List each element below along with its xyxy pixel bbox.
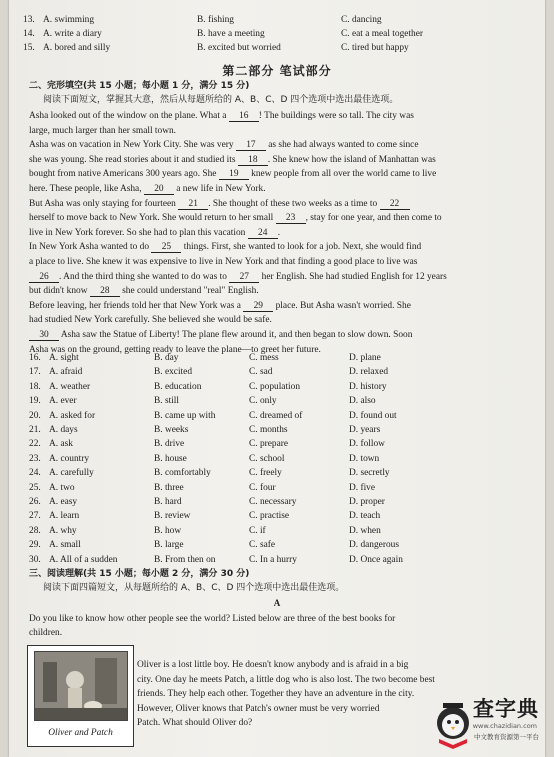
option-number: 28. xyxy=(29,525,41,536)
option-b: B. drive xyxy=(154,439,185,450)
option-b: B. From then on xyxy=(154,554,216,565)
blank-28: 28 xyxy=(90,286,120,297)
option-number: 26. xyxy=(29,497,41,507)
option-a: A. country xyxy=(49,453,90,464)
passage-text: her English. She had studied English for 12 years xyxy=(259,271,447,282)
option-b: B. fishing xyxy=(197,15,234,25)
section-2-instruction: 阅读下面短文，掌握其大意，然后从每题所给的 A、B、C、D 四个选项中选出最佳选项。 xyxy=(43,95,399,105)
option-b: B. still xyxy=(154,396,180,407)
passage-line xyxy=(29,227,545,239)
passage-text: a place to live. She knew it was expensive to live in New York and that finding a good place to live was xyxy=(29,257,418,267)
passage-text: But Asha was only staying for fourteen xyxy=(29,198,179,209)
passage-line xyxy=(29,241,545,253)
option-a: A. write a diary xyxy=(43,29,102,39)
book-text-line: friends. They help each other. Together they have an adventure in the city. xyxy=(137,689,415,699)
option-b: B. came up with xyxy=(154,410,216,421)
book-cover-image xyxy=(34,651,128,721)
blank-29: 29 xyxy=(243,301,273,312)
watermark-url: www.chazidian.com xyxy=(472,722,537,730)
passage-line xyxy=(29,300,545,312)
passage-text: live in New York forever. So she had to plan this vacation xyxy=(29,227,248,238)
passage-text: . And the third thing she wanted to do was to xyxy=(59,271,230,282)
option-d: D. relaxed xyxy=(349,367,389,378)
blank-24: 24 xyxy=(248,228,278,239)
option-c: C. practise xyxy=(249,511,290,522)
option-c: C. mess xyxy=(249,353,279,363)
passage-text: knew people from all over the world came to live xyxy=(248,169,437,180)
option-number: 18. xyxy=(29,381,41,392)
option-d: D. town xyxy=(349,453,380,464)
passage-label: A xyxy=(273,598,281,608)
blank-20: 20 xyxy=(144,184,174,195)
passage-line xyxy=(29,139,545,151)
option-d: D. secretly xyxy=(349,468,390,479)
passage-text: bought from native Americans 300 years ago. She xyxy=(29,169,219,180)
option-a: A. All of a sudden xyxy=(49,554,118,565)
option-d: D. Once again xyxy=(349,554,403,565)
passage-line xyxy=(29,212,545,224)
blank-17: 17 xyxy=(236,140,266,151)
passage-line xyxy=(29,285,545,297)
option-a: A. ever xyxy=(49,396,77,407)
blank-19: 19 xyxy=(219,169,249,180)
option-number: 15. xyxy=(23,43,35,53)
option-number: 19. xyxy=(29,396,41,407)
option-d: D. proper xyxy=(349,497,385,507)
option-d: D. dangerous xyxy=(349,540,399,551)
option-b: B. weeks xyxy=(154,425,189,435)
passage-text: Asha looked out of the window on the plane. What a xyxy=(29,111,229,121)
blank-16: 16 xyxy=(229,111,259,122)
option-a: A. why xyxy=(49,525,77,536)
option-c: C. dancing xyxy=(341,15,382,25)
book-cover-drawing xyxy=(35,652,127,720)
passage-line xyxy=(29,256,545,268)
option-number: 23. xyxy=(29,453,41,464)
option-c: C. population xyxy=(249,381,301,392)
option-b: B. house xyxy=(154,453,187,464)
passage-text: Asha was on the ground, getting ready to leave the plane—to greet her future. xyxy=(29,344,321,355)
passage-line xyxy=(29,329,545,341)
option-c: C. In a hurry xyxy=(249,554,297,565)
option-c: C. dreamed of xyxy=(249,410,303,421)
option-d: D. history xyxy=(349,381,387,392)
passage-text: . She thought of these two weeks as a time to xyxy=(208,198,380,209)
option-a: A. afraid xyxy=(49,367,83,378)
option-number: 24. xyxy=(29,468,41,479)
section-2-heading: 二、完形填空(共 15 小题；每小题 1 分，满分 15 分) xyxy=(29,81,250,91)
option-d: D. follow xyxy=(349,439,385,450)
option-b: B. comfortably xyxy=(154,468,211,479)
passage-text: ! The buildings were so tall. The city was xyxy=(258,111,414,121)
book-caption: Oliver and Patch xyxy=(48,728,113,738)
option-a: A. swimming xyxy=(43,15,95,25)
blank-26: 26 xyxy=(29,272,59,283)
option-b: B. three xyxy=(154,482,184,493)
option-b: B. education xyxy=(154,381,202,392)
option-number: 21. xyxy=(29,425,41,435)
option-b: B. excited but worried xyxy=(197,43,281,53)
book-text-line: Oliver is a lost little boy. He doesn't know anybody and is afraid in a big xyxy=(137,660,409,670)
passage-line xyxy=(29,110,545,122)
option-b: B. review xyxy=(154,511,191,522)
option-a: A. ask xyxy=(49,439,73,450)
option-b: B. large xyxy=(154,540,184,551)
option-number: 22. xyxy=(29,439,41,450)
passage-text: Before leaving, her friends told her that New York was a xyxy=(29,300,244,311)
option-number: 27. xyxy=(29,511,41,522)
option-d: D. plane xyxy=(349,353,381,363)
section-3-instruction: 阅读下面四篇短文，从每题所给的 A、B、C、D 四个选项中选出最佳选项。 xyxy=(43,583,345,593)
passage-text: large, much larger than her small town. xyxy=(29,125,177,136)
option-number: 29. xyxy=(29,540,41,551)
option-c: C. necessary xyxy=(249,497,297,507)
blank-27: 27 xyxy=(229,272,259,283)
option-b: B. hard xyxy=(154,497,182,507)
option-number: 30. xyxy=(29,554,41,565)
part-title: 第二部分 笔试部分 xyxy=(222,64,332,78)
passage-text: , stay for one year, and then come to xyxy=(305,213,442,224)
option-a: A. days xyxy=(49,425,78,435)
passage-line xyxy=(29,198,545,210)
blank-25: 25 xyxy=(151,242,181,253)
option-d: D. years xyxy=(349,425,381,435)
blank-18: 18 xyxy=(238,155,268,166)
option-b: B. how xyxy=(154,525,182,536)
passage-text: she was young. She read stories about it and studied its xyxy=(29,154,238,165)
option-d: D. also xyxy=(349,396,376,407)
blank-30: 30 xyxy=(29,330,59,341)
option-c: C. safe xyxy=(249,540,276,551)
option-d: D. teach xyxy=(349,511,381,522)
watermark xyxy=(427,687,545,757)
option-c: C. sad xyxy=(249,367,273,378)
watermark-tagline: 中文教育资源第一平台 xyxy=(474,733,539,741)
option-a: A. bored and silly xyxy=(43,43,111,53)
option-b: B. excited xyxy=(154,367,193,378)
passage-text: things. First, she wanted to look for a job. Next, she would find xyxy=(181,242,422,253)
option-d: D. five xyxy=(349,482,376,493)
option-a: A. carefully xyxy=(49,468,94,479)
option-c: C. freely xyxy=(249,468,282,479)
option-d: D. found out xyxy=(349,410,397,421)
passage-line xyxy=(29,344,545,356)
passage-text: herself to move back to New York. She would return to her small xyxy=(29,213,276,224)
passage-text: . She knew how the island of Manhattan was xyxy=(267,154,436,165)
book-illustration xyxy=(27,645,134,747)
option-c: C. months xyxy=(249,425,288,435)
option-a: A. weather xyxy=(49,381,91,392)
option-number: 16. xyxy=(29,353,41,363)
option-a: A. sight xyxy=(49,353,79,363)
option-a: A. small xyxy=(49,540,81,551)
blank-21: 21 xyxy=(178,199,208,210)
passage-text: she could understand "real" English. xyxy=(119,286,259,297)
watermark-logo: 查字典 xyxy=(473,697,539,721)
option-c: C. only xyxy=(249,396,277,407)
book-text-line: city. One day he meets Patch, a little dog who is also lost. The two become best xyxy=(137,674,435,685)
exam-page xyxy=(9,0,545,757)
passage-line xyxy=(29,183,545,195)
passage-text: here. These people, like Asha, xyxy=(29,184,144,194)
section-3-heading: 三、阅读理解(共 15 小题；每小题 2 分，满分 30 分) xyxy=(29,569,250,579)
option-number: 17. xyxy=(29,367,41,378)
passage-line xyxy=(29,271,545,283)
passage-text: as she had always wanted to come since xyxy=(265,140,419,151)
passage-line xyxy=(29,154,545,166)
option-b: B. day xyxy=(154,353,179,363)
option-c: C. if xyxy=(249,525,266,536)
option-b: B. have a meeting xyxy=(197,29,265,39)
blank-23: 23 xyxy=(276,213,306,224)
mascot-icon xyxy=(433,693,473,753)
passage-text: a new life in New York. xyxy=(173,184,266,194)
blank-22: 22 xyxy=(380,199,410,210)
passage-line xyxy=(29,125,545,137)
reading-intro-line-1: Do you like to know how other people see the world? Listed below are three of the best books for xyxy=(29,614,396,624)
book-text-line: However, Oliver knows that Patch's owner must be very worried xyxy=(137,703,380,714)
passage-text: place. But Asha wasn't worried. She xyxy=(273,300,411,311)
passage-text: had studied New York carefully. She believed she would be safe. xyxy=(29,315,272,326)
passage-line xyxy=(29,168,545,180)
option-c: C. tired but happy xyxy=(341,43,409,53)
passage-text: Asha saw the Statue of Liberty! The plane flew around it, and then began to slow down. Soon xyxy=(59,330,413,340)
option-c: C. school xyxy=(249,453,285,464)
option-a: A. asked for xyxy=(49,410,96,421)
option-number: 14. xyxy=(23,29,35,39)
option-a: A. easy xyxy=(49,497,78,507)
passage-text: . xyxy=(277,227,281,238)
book-text-line: Patch. What should Oliver do? xyxy=(137,718,253,728)
option-number: 20. xyxy=(29,410,41,421)
option-c: C. eat a meal together xyxy=(341,29,423,39)
option-d: D. when xyxy=(349,525,381,536)
option-number: 25. xyxy=(29,482,41,493)
option-c: C. prepare xyxy=(249,439,289,450)
passage-text: Asha was on vacation in New York City. She was very xyxy=(29,140,236,151)
passage-line xyxy=(29,314,545,326)
reading-intro-line-2: children. xyxy=(29,628,63,638)
passage-text: but didn't know xyxy=(29,286,90,297)
option-a: A. two xyxy=(49,482,75,493)
passage-text: In New York Asha wanted to do xyxy=(29,242,152,253)
option-c: C. four xyxy=(249,482,276,493)
option-a: A. learn xyxy=(49,511,80,522)
option-number: 13. xyxy=(23,15,35,25)
